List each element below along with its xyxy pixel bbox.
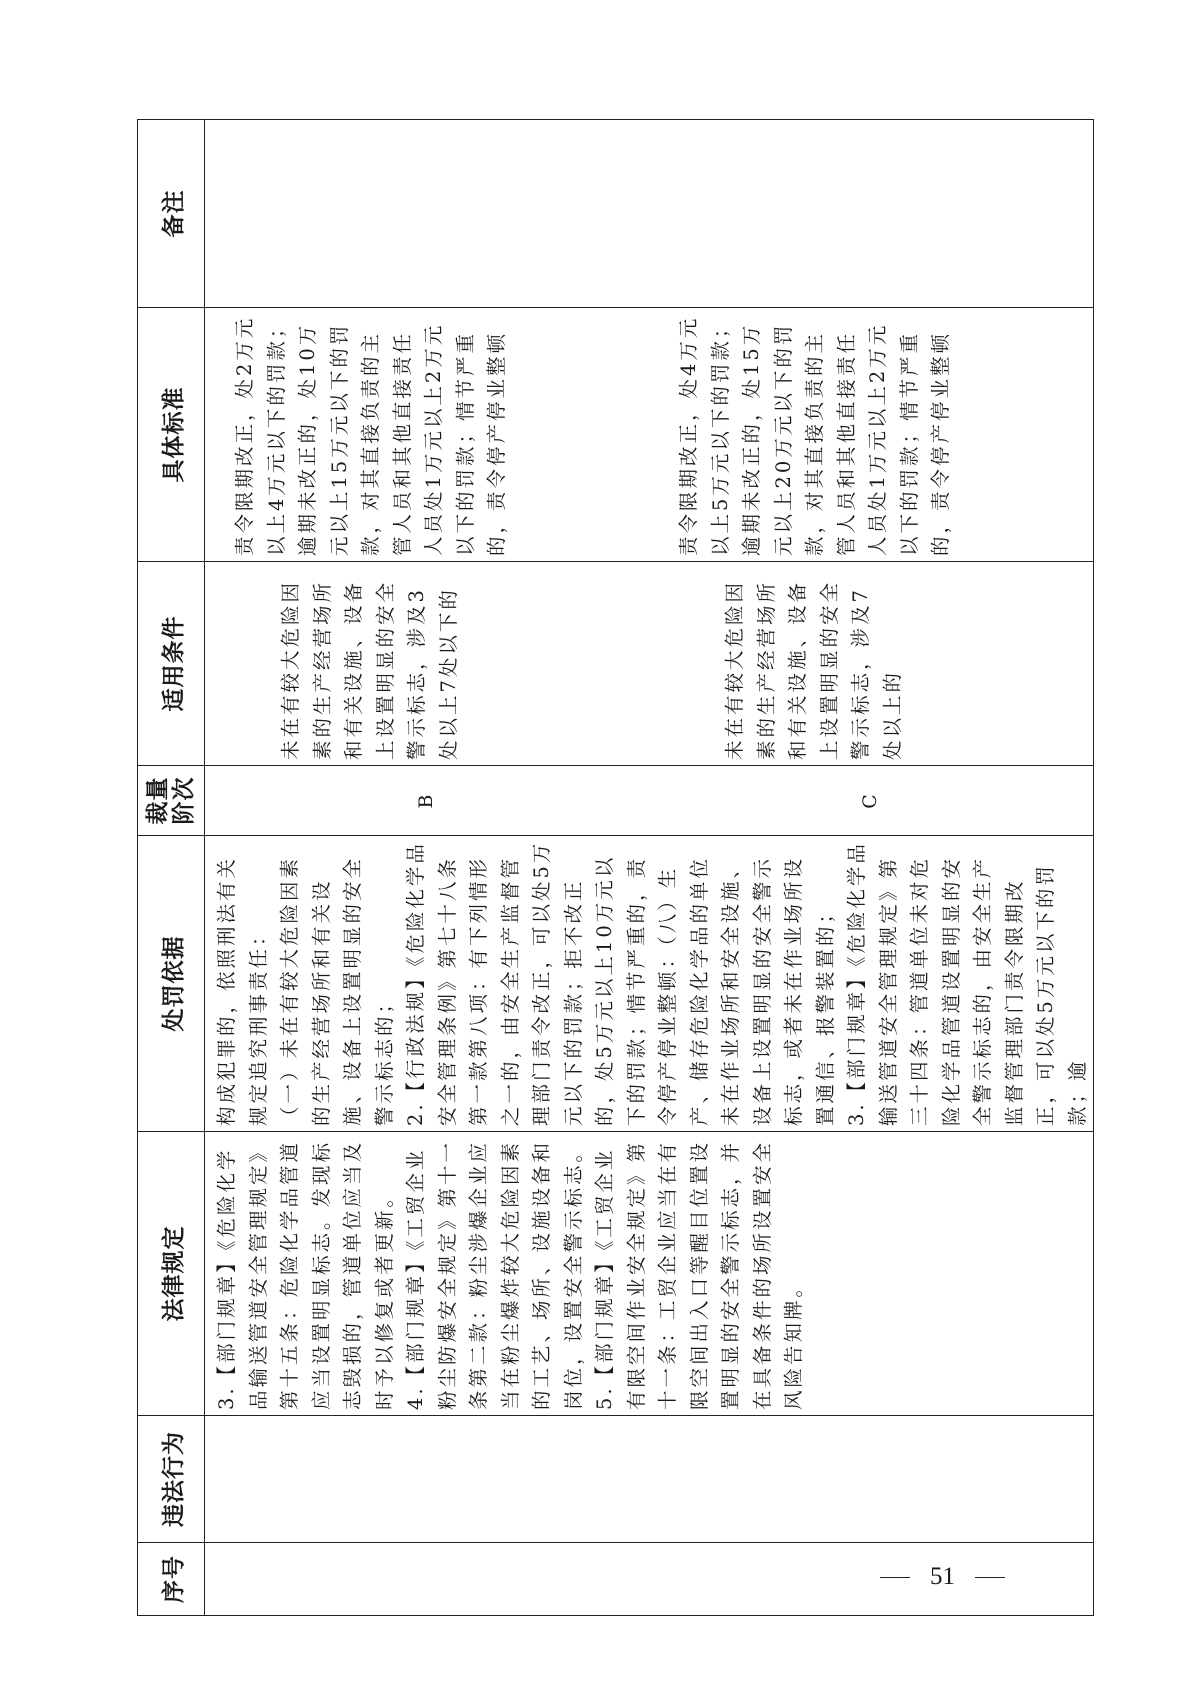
header-seq: 序号 — [138, 1543, 205, 1616]
standard-c: 责令限期改正，处4万元以上5万元以下的罚款；逾期未改正的，处15万元以上20万元以下的罚款，对其直接负责的主管人员和其他直接责任人员处1万元以上2万元以下的罚款；情节严重的，责令停产停业整顿 — [677, 315, 952, 556]
header-violation: 违法行为 — [138, 1416, 205, 1543]
rotated-table-wrapper — [137, 120, 1089, 1616]
header-standards: 具体标准 — [138, 308, 205, 562]
cell-penalty-basis — [205, 836, 1094, 1132]
header-law: 法律规定 — [138, 1132, 205, 1416]
grade-c: C — [859, 791, 882, 809]
cell-conditions — [205, 562, 1094, 766]
page-number-dash-left — [880, 1577, 910, 1578]
condition-c: 未在有较大危险因素的生产经营场所和有关设施、设备上设置明显的安全警示标志，涉及7处以上的 — [723, 579, 904, 760]
cell-discretion-level — [205, 766, 1094, 836]
note-text — [205, 120, 211, 307]
header-conditions: 适用条件 — [138, 562, 205, 766]
cell-note — [205, 120, 1094, 308]
grade-b: B — [415, 791, 438, 809]
header-note: 备注 — [138, 120, 205, 308]
table-header-row — [138, 120, 205, 1616]
standard-b: 责令限期改正，处2万元以上4万元以下的罚款；逾期未改正的，处10万元以上15万元以下的罚款，对其直接负责的主管人员和其他直接责任人员处1万元以上2万元以下的罚款；情节严重的，责令停产停业整顿 — [233, 315, 508, 556]
page-number — [880, 1563, 1005, 1591]
penalty-table — [137, 119, 1094, 1616]
page-number-value: 51 — [930, 1563, 955, 1590]
cell-law — [205, 1132, 1094, 1416]
header-penalty-basis: 处罚依据 — [138, 836, 205, 1132]
cell-violation — [205, 1416, 1094, 1543]
penalty-basis-text: 构成犯罪的，依照刑法有关规定追究刑事责任： （一）未在有较大危险因素的生产经营场所和有关设施、设备上设置明显的安全警示标志的； 2.【行政法规】《危险化学品安全管理条例》第七十八条第一款第八项：有下列情形之一的，由安全生产监督管理部门责令改正，可以处5万元以下的罚款；拒不改正的，处5万元以上10万元以下的罚款；情节严重的，责令停产停业整顿：（八）生产、储存危险化学品的单位未在作业场所和安全设施、设备上设置明显的安全警示标志，或者未在作业场所设置通信、报警装置的； 3.【部门规章】《危险化学品输送管道安全管理规定》第三十四条：管道单位未对危险化学品管道设置明显的安全警示标志的，由安全生产监督管理部门责令限期改正，可以处5万元以下的罚款；逾 — [215, 840, 1089, 1126]
violation-text — [205, 1416, 211, 1542]
cell-standards — [205, 308, 1094, 562]
law-text: 3.【部门规章】《危险化学品输送管道安全管理规定》第十五条：危险化学品管道应当设置明显标志。发现标志毁损的，管道单位应当及时予以修复或者更新。 4.【部门规章】《工贸企业粉尘防爆安全规定》第十一条第二款：粉尘涉爆企业应当在粉尘爆炸较大危险因素的工艺、场所、设施设备和岗位，设置安全警示标志。 5.【部门规章】《工贸企业有限空间作业安全规定》第十一条：工贸企业应当在有限空间出入口等醒目位置设置明显的安全警示标志，并在具备条件的场所设置安全风险告知牌。 — [215, 1139, 805, 1410]
header-discretion-level: 裁量阶次 — [138, 766, 205, 836]
page-number-dash-right — [975, 1577, 1005, 1578]
seq-text — [205, 1543, 211, 1615]
table-row — [205, 120, 1094, 1616]
condition-b: 未在有较大危险因素的生产经营场所和有关设施、设备上设置明显的安全警示标志，涉及3处以上7处以下的 — [279, 579, 460, 760]
